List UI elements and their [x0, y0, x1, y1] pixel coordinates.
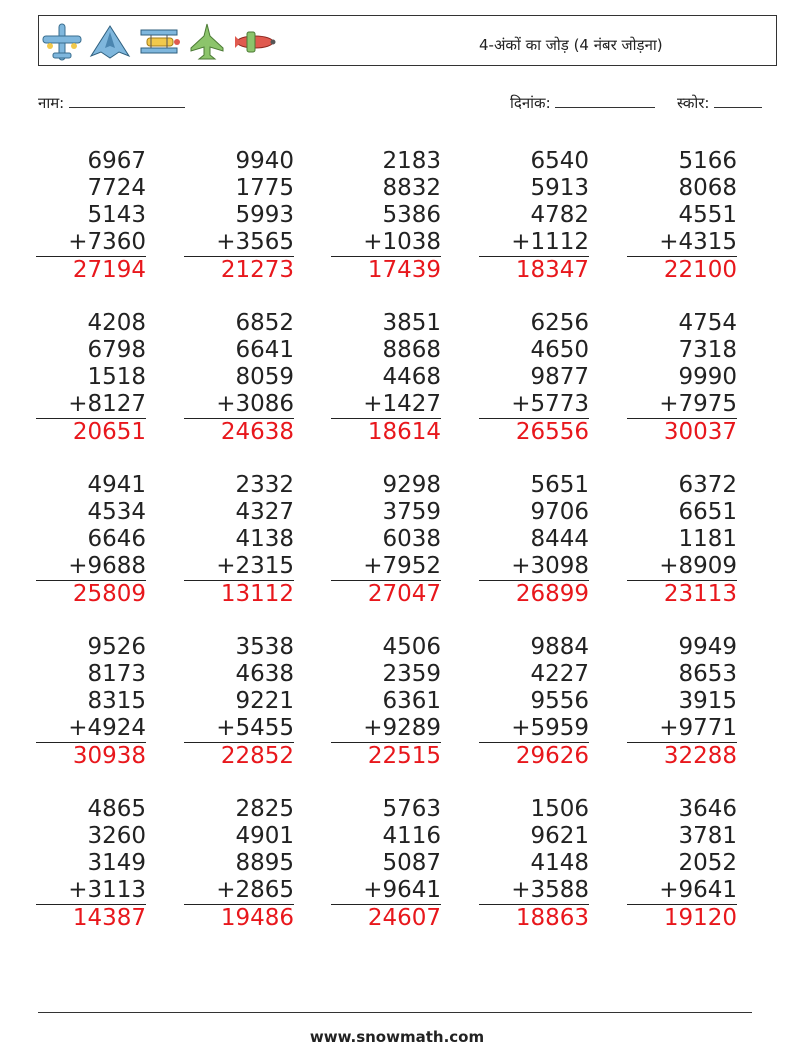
addend: 9940: [235, 148, 294, 174]
addend: 4638: [235, 661, 294, 687]
answer: 18347: [515, 257, 589, 283]
name-field[interactable]: [38, 93, 185, 113]
addend: 3759: [382, 499, 441, 525]
last-addend: +7360: [36, 229, 146, 257]
last-addend: +3565: [184, 229, 294, 257]
addend: 1518: [87, 364, 146, 390]
addend: 8059: [235, 364, 294, 390]
answer: 22515: [367, 743, 441, 769]
answer: 14387: [72, 905, 146, 931]
fighter-jet-icon: [189, 22, 225, 62]
answer: 20651: [72, 419, 146, 445]
addend: 4754: [678, 310, 737, 336]
problem-9: [479, 310, 589, 446]
addend: 4227: [530, 661, 589, 687]
addend: 8895: [235, 850, 294, 876]
addend: 4468: [382, 364, 441, 390]
addend: 3646: [678, 796, 737, 822]
problem-17: [184, 634, 294, 770]
answer: 18614: [367, 419, 441, 445]
problem-12: [184, 472, 294, 608]
answer: 30938: [72, 743, 146, 769]
addend: 6361: [382, 688, 441, 714]
problem-5: [627, 148, 737, 284]
addend: 9884: [530, 634, 589, 660]
addend: 4901: [235, 823, 294, 849]
addend: 4534: [87, 499, 146, 525]
header-icons: [41, 22, 277, 62]
date-field[interactable]: [510, 93, 655, 113]
problem-20: [627, 634, 737, 770]
answer: 19120: [663, 905, 737, 931]
problem-24: [479, 796, 589, 932]
addend: 6852: [235, 310, 294, 336]
last-addend: +1427: [331, 391, 441, 419]
addend: 5993: [235, 202, 294, 228]
answer: 25809: [72, 581, 146, 607]
problem-22: [184, 796, 294, 932]
stealth-jet-icon: [89, 22, 131, 62]
answer: 19486: [220, 905, 294, 931]
score-blank[interactable]: [714, 93, 762, 108]
addend: 2359: [382, 661, 441, 687]
addend: 5913: [530, 175, 589, 201]
last-addend: +3098: [479, 553, 589, 581]
problem-19: [479, 634, 589, 770]
problem-10: [627, 310, 737, 446]
answer: 22100: [663, 257, 737, 283]
addend: 6641: [235, 337, 294, 363]
addend: 3915: [678, 688, 737, 714]
addend: 6540: [530, 148, 589, 174]
addend: 3149: [87, 850, 146, 876]
answer: 26556: [515, 419, 589, 445]
addend: 9298: [382, 472, 441, 498]
addend: 3538: [235, 634, 294, 660]
addend: 3851: [382, 310, 441, 336]
problem-16: [36, 634, 146, 770]
footer-divider: [38, 1012, 752, 1013]
answer: 23113: [663, 581, 737, 607]
answer: 18863: [515, 905, 589, 931]
addend: 8068: [678, 175, 737, 201]
answer: 13112: [220, 581, 294, 607]
problem-11: [36, 472, 146, 608]
propeller-plane-icon: [231, 22, 277, 62]
problem-13: [331, 472, 441, 608]
addend: 7318: [678, 337, 737, 363]
addend: 7724: [87, 175, 146, 201]
last-addend: +4315: [627, 229, 737, 257]
footer-website: www.snowmath.com: [309, 1028, 485, 1046]
addend: 1181: [678, 526, 737, 552]
last-addend: +9771: [627, 715, 737, 743]
addend: 6651: [678, 499, 737, 525]
answer: 27194: [72, 257, 146, 283]
last-addend: +5455: [184, 715, 294, 743]
answer: 24638: [220, 419, 294, 445]
last-addend: +9641: [627, 877, 737, 905]
problem-14: [479, 472, 589, 608]
answer: 21273: [220, 257, 294, 283]
last-addend: +9289: [331, 715, 441, 743]
last-addend: +3086: [184, 391, 294, 419]
addend: 8173: [87, 661, 146, 687]
addend: 8315: [87, 688, 146, 714]
last-addend: +7952: [331, 553, 441, 581]
addend: 4941: [87, 472, 146, 498]
addend: 1775: [235, 175, 294, 201]
addend: 8868: [382, 337, 441, 363]
addend: 4327: [235, 499, 294, 525]
airplane-icon: [41, 22, 83, 62]
addend: 9877: [530, 364, 589, 390]
problem-23: [331, 796, 441, 932]
addend: 4865: [87, 796, 146, 822]
addend: 5763: [382, 796, 441, 822]
answer: 26899: [515, 581, 589, 607]
addend: 4148: [530, 850, 589, 876]
addend: 5143: [87, 202, 146, 228]
last-addend: +1038: [331, 229, 441, 257]
date-blank[interactable]: [555, 93, 655, 108]
last-addend: +8909: [627, 553, 737, 581]
addend: 1506: [530, 796, 589, 822]
addend: 5087: [382, 850, 441, 876]
addend: 9526: [87, 634, 146, 660]
addend: 4138: [235, 526, 294, 552]
answer: 27047: [367, 581, 441, 607]
last-addend: +1112: [479, 229, 589, 257]
last-addend: +3113: [36, 877, 146, 905]
biplane-icon: [137, 22, 183, 62]
addend: 9990: [678, 364, 737, 390]
addend: 6256: [530, 310, 589, 336]
addend: 4506: [382, 634, 441, 660]
name-label: नाम:: [38, 94, 65, 112]
last-addend: +7975: [627, 391, 737, 419]
problem-18: [331, 634, 441, 770]
addend: 2332: [235, 472, 294, 498]
name-blank[interactable]: [69, 93, 185, 108]
problem-25: [627, 796, 737, 932]
addend: 8832: [382, 175, 441, 201]
answer: 32288: [663, 743, 737, 769]
last-addend: +5959: [479, 715, 589, 743]
addend: 5386: [382, 202, 441, 228]
score-field[interactable]: [677, 93, 762, 113]
addend: 9621: [530, 823, 589, 849]
addend: 2183: [382, 148, 441, 174]
addend: 4650: [530, 337, 589, 363]
last-addend: +2315: [184, 553, 294, 581]
addend: 4782: [530, 202, 589, 228]
addend: 6646: [87, 526, 146, 552]
last-addend: +2865: [184, 877, 294, 905]
worksheet-title: 4-अंकों का जोड़ (4 नंबर जोड़ना): [479, 36, 663, 54]
problem-3: [331, 148, 441, 284]
score-label: स्कोर:: [677, 94, 710, 112]
addend: 9949: [678, 634, 737, 660]
problem-15: [627, 472, 737, 608]
addend: 4208: [87, 310, 146, 336]
addend: 4116: [382, 823, 441, 849]
addend: 6798: [87, 337, 146, 363]
answer: 29626: [515, 743, 589, 769]
last-addend: +9641: [331, 877, 441, 905]
addend: 8444: [530, 526, 589, 552]
last-addend: +5773: [479, 391, 589, 419]
problem-21: [36, 796, 146, 932]
last-addend: +9688: [36, 553, 146, 581]
worksheet-header: [38, 15, 777, 66]
last-addend: +8127: [36, 391, 146, 419]
addend: 9706: [530, 499, 589, 525]
answer: 22852: [220, 743, 294, 769]
addend: 5166: [678, 148, 737, 174]
problem-8: [331, 310, 441, 446]
answer: 30037: [663, 419, 737, 445]
answer: 24607: [367, 905, 441, 931]
date-label: दिनांक:: [510, 94, 551, 112]
last-addend: +3588: [479, 877, 589, 905]
addend: 6967: [87, 148, 146, 174]
addend: 5651: [530, 472, 589, 498]
addend: 6038: [382, 526, 441, 552]
problem-1: [36, 148, 146, 284]
addend: 3781: [678, 823, 737, 849]
addend: 2052: [678, 850, 737, 876]
addend: 4551: [678, 202, 737, 228]
addend: 6372: [678, 472, 737, 498]
addend: 9556: [530, 688, 589, 714]
addend: 8653: [678, 661, 737, 687]
problem-7: [184, 310, 294, 446]
addend: 9221: [235, 688, 294, 714]
last-addend: +4924: [36, 715, 146, 743]
problem-6: [36, 310, 146, 446]
addend: 2825: [235, 796, 294, 822]
problem-4: [479, 148, 589, 284]
addend: 3260: [87, 823, 146, 849]
problem-2: [184, 148, 294, 284]
answer: 17439: [367, 257, 441, 283]
